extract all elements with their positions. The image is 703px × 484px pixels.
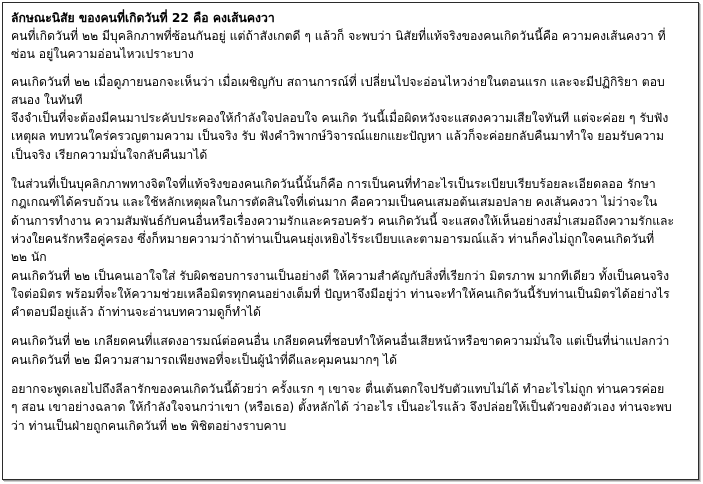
- paragraph-2: [11, 73, 690, 164]
- paragraph-line: คนเกิดวันที่ ๒๒ เป็นคนเอาใจใส่ รับผิดชอบการงานเป็นอย่างดี ให้ความสำคัญกับสิ่งที่เรียกว่า มิตรภาพ มากทีเดียว ทั้งเป็นคนจริง: [11, 268, 670, 283]
- paragraph-line: ๒๒ นัก: [11, 250, 47, 265]
- paragraph-line: กฎเกณฑ์ได้ครบถ้วน และใช้หลักเหตุผลในการตัดสินใจที่เด่นมาก คือความเป็นคนเสมอต้นเสมอปลาย คงเส้นคงวา ไม่ว่าจะใน: [11, 195, 658, 210]
- paragraph-line: อยากจะพูดเลยไปถึงลีลารักของคนเกิดวันนี้ด้วยว่า ครั้งแรก ๆ เขาจะ ตื่นเต้นตกใจปรับตัวแทบไม่ได้ ทำอะไรไม่ถูก ท่านควรค่อย: [11, 382, 665, 397]
- paragraph-line: ๆ สอน เขาอย่างฉลาด ให้กำลังใจจนกว่าเขา (หรือเธอ) ตั้งหลักได้ ว่าอะไร เป็นอะไรแล้ว จึงปล่อยให้เป็นตัวของตัวเอง ท่านจะพบ: [11, 400, 672, 415]
- paragraph-line: เป็นจริง เรียกความมั่นใจกลับคืนมาได้: [11, 147, 208, 162]
- paragraph-1: [11, 27, 690, 64]
- paragraph-line: จึงจำเป็นที่จะต้องมีคนมาประคับประคองให้กำลังใจปลอบใจ คนเกิด วันนี้เมื่อผิดหวังจะแสดงความเสียใจทันที แต่จะค่อย ๆ รับฟัง: [11, 111, 669, 126]
- paragraph-line: สนอง ในทันที: [11, 92, 83, 107]
- paragraph-line: ซ่อน อยู่ในความอ่อนไหวเปราะบาง: [11, 47, 194, 62]
- paragraph-line: ใจต่อมิตร พร้อมที่จะให้ความช่วยเหลือมิตรทุกคนอย่างเต็มที่ ปัญหาจึงมีอยู่ว่า ท่านจะทำให้คนเกิดวันนี้รับท่านเป็นมิตรได้อย่างไร: [11, 286, 670, 301]
- paragraph-5: [11, 380, 690, 435]
- paragraph-4: [11, 332, 690, 369]
- paragraph-line: คนเกิดวันที่ ๒๒ มีความสามารถเพียงพอที่จะเป็นผู้นำที่ดีและคุมคนมากๆ ได้: [11, 352, 398, 367]
- paragraph-line: คนที่เกิดวันที่ ๒๒ มีบุคลิกภาพที่ซ้อนกันอยู่ แต่ถ้าสังเกตดี ๆ แล้วก็ จะพบว่า นิสัยที่แท้จริงของคนเกิดวันนี้คือ ความคงเส้นคงวา ที่: [11, 29, 666, 43]
- paragraph-line: คนเกิดวันที่ ๒๒ เกลียดคนที่แสดงอารมณ์ต่อคนอื่น เกลียดคนที่ชอบทำให้คนอื่นเสียหน้าหรือขาดความมั่นใจ แต่เป็นที่น่าแปลกว่า: [11, 334, 670, 349]
- paragraph-line: ห่วงใยคนรักหรือคู่ครอง ซึ่งก็หมายความว่าถ้าท่านเป็นคนยุ่งเหยิงไร้ระเบียบและตามอารมณ์แล้ว ท่านก็คงไม่ถูกใจคนเกิดวันที่: [11, 231, 655, 246]
- article-title: ลักษณะนิสัย ของคนที่เกิดวันที่ 22 คือ คงเส้นคงวา: [11, 11, 275, 25]
- paragraph-line: คำตอบมีอยู่แล้ว ถ้าท่านจะอ่านบทความดูก็ทำได้: [11, 305, 261, 320]
- paragraph-line: เหตุผล ทบทวนใคร่ครวญตามความ เป็นจริง รับ ฟังคำวิพากษ์วิจารณ์แยกแยะปัญหา แล้วก็จะค่อยกลับคืนมาทำใจ ยอมรับความ: [11, 129, 665, 144]
- paragraph-line: คนเกิดวันที่ ๒๒ เมื่อดูภายนอกจะเห็นว่า เมื่อเผชิญกับ สถานการณ์ที่ เปลี่ยนไปจะอ่อนไหวง่ายในตอนแรก และจะมีปฏิกิริยา ตอบ: [11, 74, 665, 89]
- paragraph-line: ด้านการทำงาน ความสัมพันธ์กับคนอื่นหรือเรื่องความรักและครอบครัว คนเกิดวันนี้ จะแสดงให้เห็นอย่างสม่ำเสมอถึงความรักและ: [11, 213, 675, 228]
- article-frame: [2, 2, 699, 480]
- paragraph-line: ในส่วนที่เป็นบุคลิกภาพทางจิตใจที่แท้จริงของคนเกิดวันนี้นั้นก็คือ การเป็นคนที่ทำอะไรเป็นระเบียบเรียบร้อยละเอียดลออ รักษา: [11, 177, 656, 192]
- paragraph-3: [11, 175, 690, 321]
- paragraph-line: ว่า ท่านเป็นฝ่ายถูกคนเกิดวันที่ ๒๒ พิชิตอย่างราบคาบ: [11, 418, 287, 433]
